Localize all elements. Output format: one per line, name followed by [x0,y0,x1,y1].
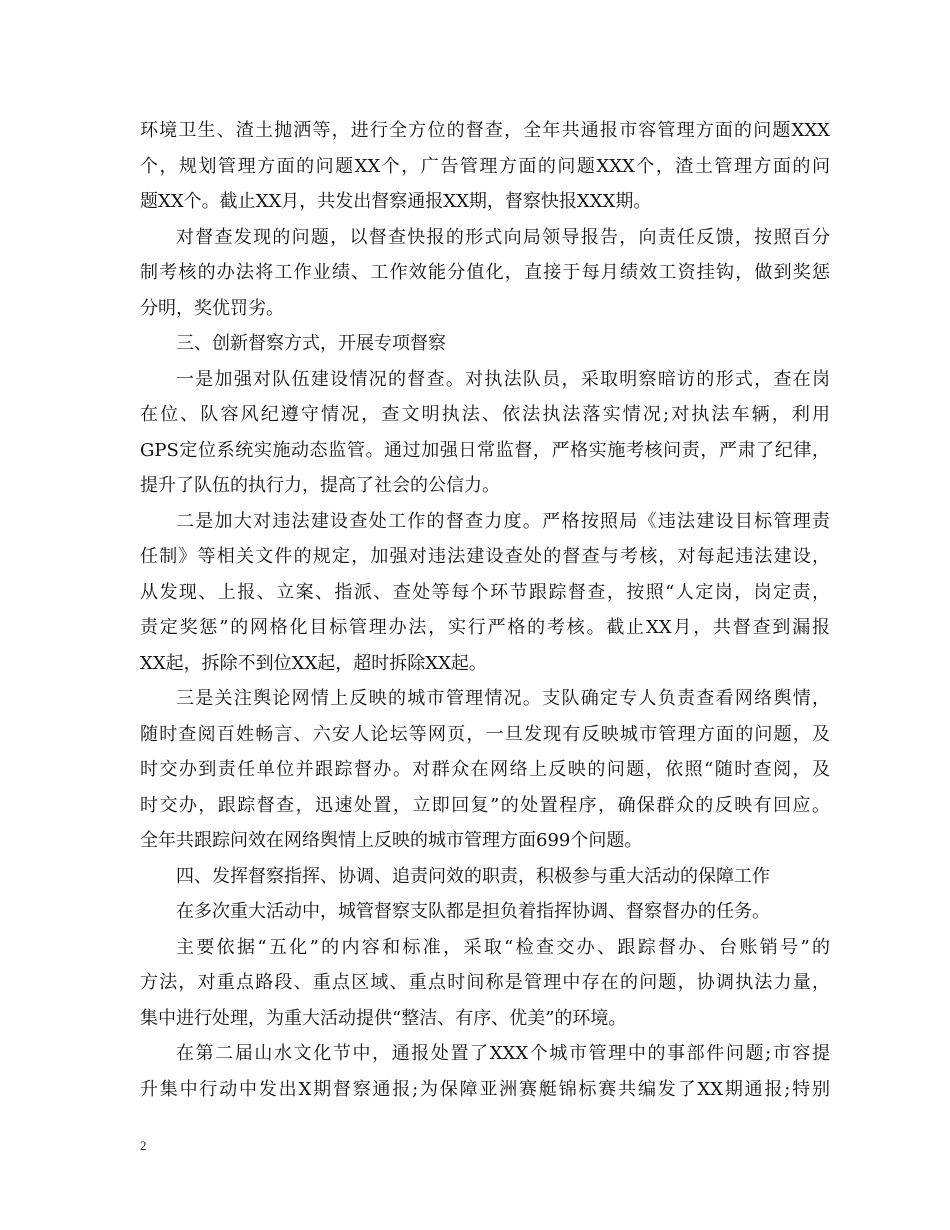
text-line: 任制》等相关文件的规定，加强对违法建设查处的督查与考核，对每起违法建设， [140,546,830,567]
text-line: XX起，拆除不到位XX起，超时拆除XX起。 [140,652,487,674]
text-line: 在位、队容风纪遵守情况，查文明执法、依法执法落实情况;对执法车辆，利用 [140,404,830,425]
document-body [140,113,830,1107]
text-line: 时交办到责任单位并跟踪督办。对群众在网络上反映的问题，依照“随时查阅，及 [140,759,830,780]
paragraph-start-line: 在多次重大活动中，城管督察支队都是担负着指挥协调、督察督办的任务。 [176,901,770,922]
text-line: 个，规划管理方面的问题XX个，广告管理方面的问题XXX个，渣土管理方面的问 [140,155,830,177]
paragraph-start-line: 主要依据“五化”的内容和标准，采取“检查交办、跟踪督办、台账销号”的 [176,936,830,958]
text-line: 制考核的办法将工作业绩、工作效能分值化，直接于每月绩效工资挂钩，做到奖惩 [140,262,830,283]
paragraph-start-line: 一是加强对队伍建设情况的督查。对执法队员，采取明察暗访的形式，查在岗 [176,368,830,390]
text-line: 随时查阅百姓畅言、六安人论坛等网页，一旦发现有反映城市管理方面的问题，及 [140,723,830,745]
text-line: 从发现、上报、立案、指派、查处等每个环节跟踪督查，按照“人定岗，岗定责， [140,581,830,603]
text-line: 分明，奖优罚劣。 [140,297,284,319]
text-line: GPS定位系统实施动态监管。通过加强日常监督，严格实施考核问责，严肃了纪律， [140,439,830,461]
text-line: 责定奖惩”的网格化目标管理办法，实行严格的考核。截止XX月，共督查到漏报 [140,617,830,638]
section-heading: 四、发挥督察指挥、协调、追责问效的职责，积极参与重大活动的保障工作 [176,865,770,887]
text-line: 集中进行处理，为重大活动提供“整洁、有序、优美”的环境。 [140,1007,627,1029]
text-line: 全年共跟踪问效在网络舆情上反映的城市管理方面699个问题。 [140,830,643,851]
text-line: 提升了队伍的执行力，提高了社会的公信力。 [140,475,500,496]
text-line: 题XX个。截止XX月，共发出督察通报XX期，督察快报XXX期。 [140,191,652,212]
paragraph-start-line: 三是关注舆论网情上反映的城市管理情况。支队确定专人负责查看网络舆情， [176,688,830,709]
paragraph-start-line: 在第二届山水文化节中，通报处置了XXX个城市管理中的事部件问题;市容提 [176,1043,830,1064]
page-number: 2 [140,1138,147,1153]
paragraph-start-line: 二是加大对违法建设查处工作的督查力度。严格按照局《违法建设目标管理责 [176,510,830,532]
text-line: 时交办，跟踪督查，迅速处置，立即回复”的处置程序，确保群众的反映有回应。 [140,794,830,816]
paragraph-start-line: 对督查发现的问题，以督查快报的形式向局领导报告，向责任反馈，按照百分 [176,226,830,248]
text-line: 方法，对重点路段、重点区域、重点时间称是管理中存在的问题，协调执法力量， [140,972,830,993]
text-line: 环境卫生、渣土抛洒等，进行全方位的督查，全年共通报市容管理方面的问题XXX [140,120,830,141]
section-heading: 三、创新督察方式，开展专项督察 [176,333,446,354]
text-line: 升集中行动中发出X期督察通报;为保障亚洲赛艇锦标赛共编发了XX期通报;特别 [140,1078,830,1100]
